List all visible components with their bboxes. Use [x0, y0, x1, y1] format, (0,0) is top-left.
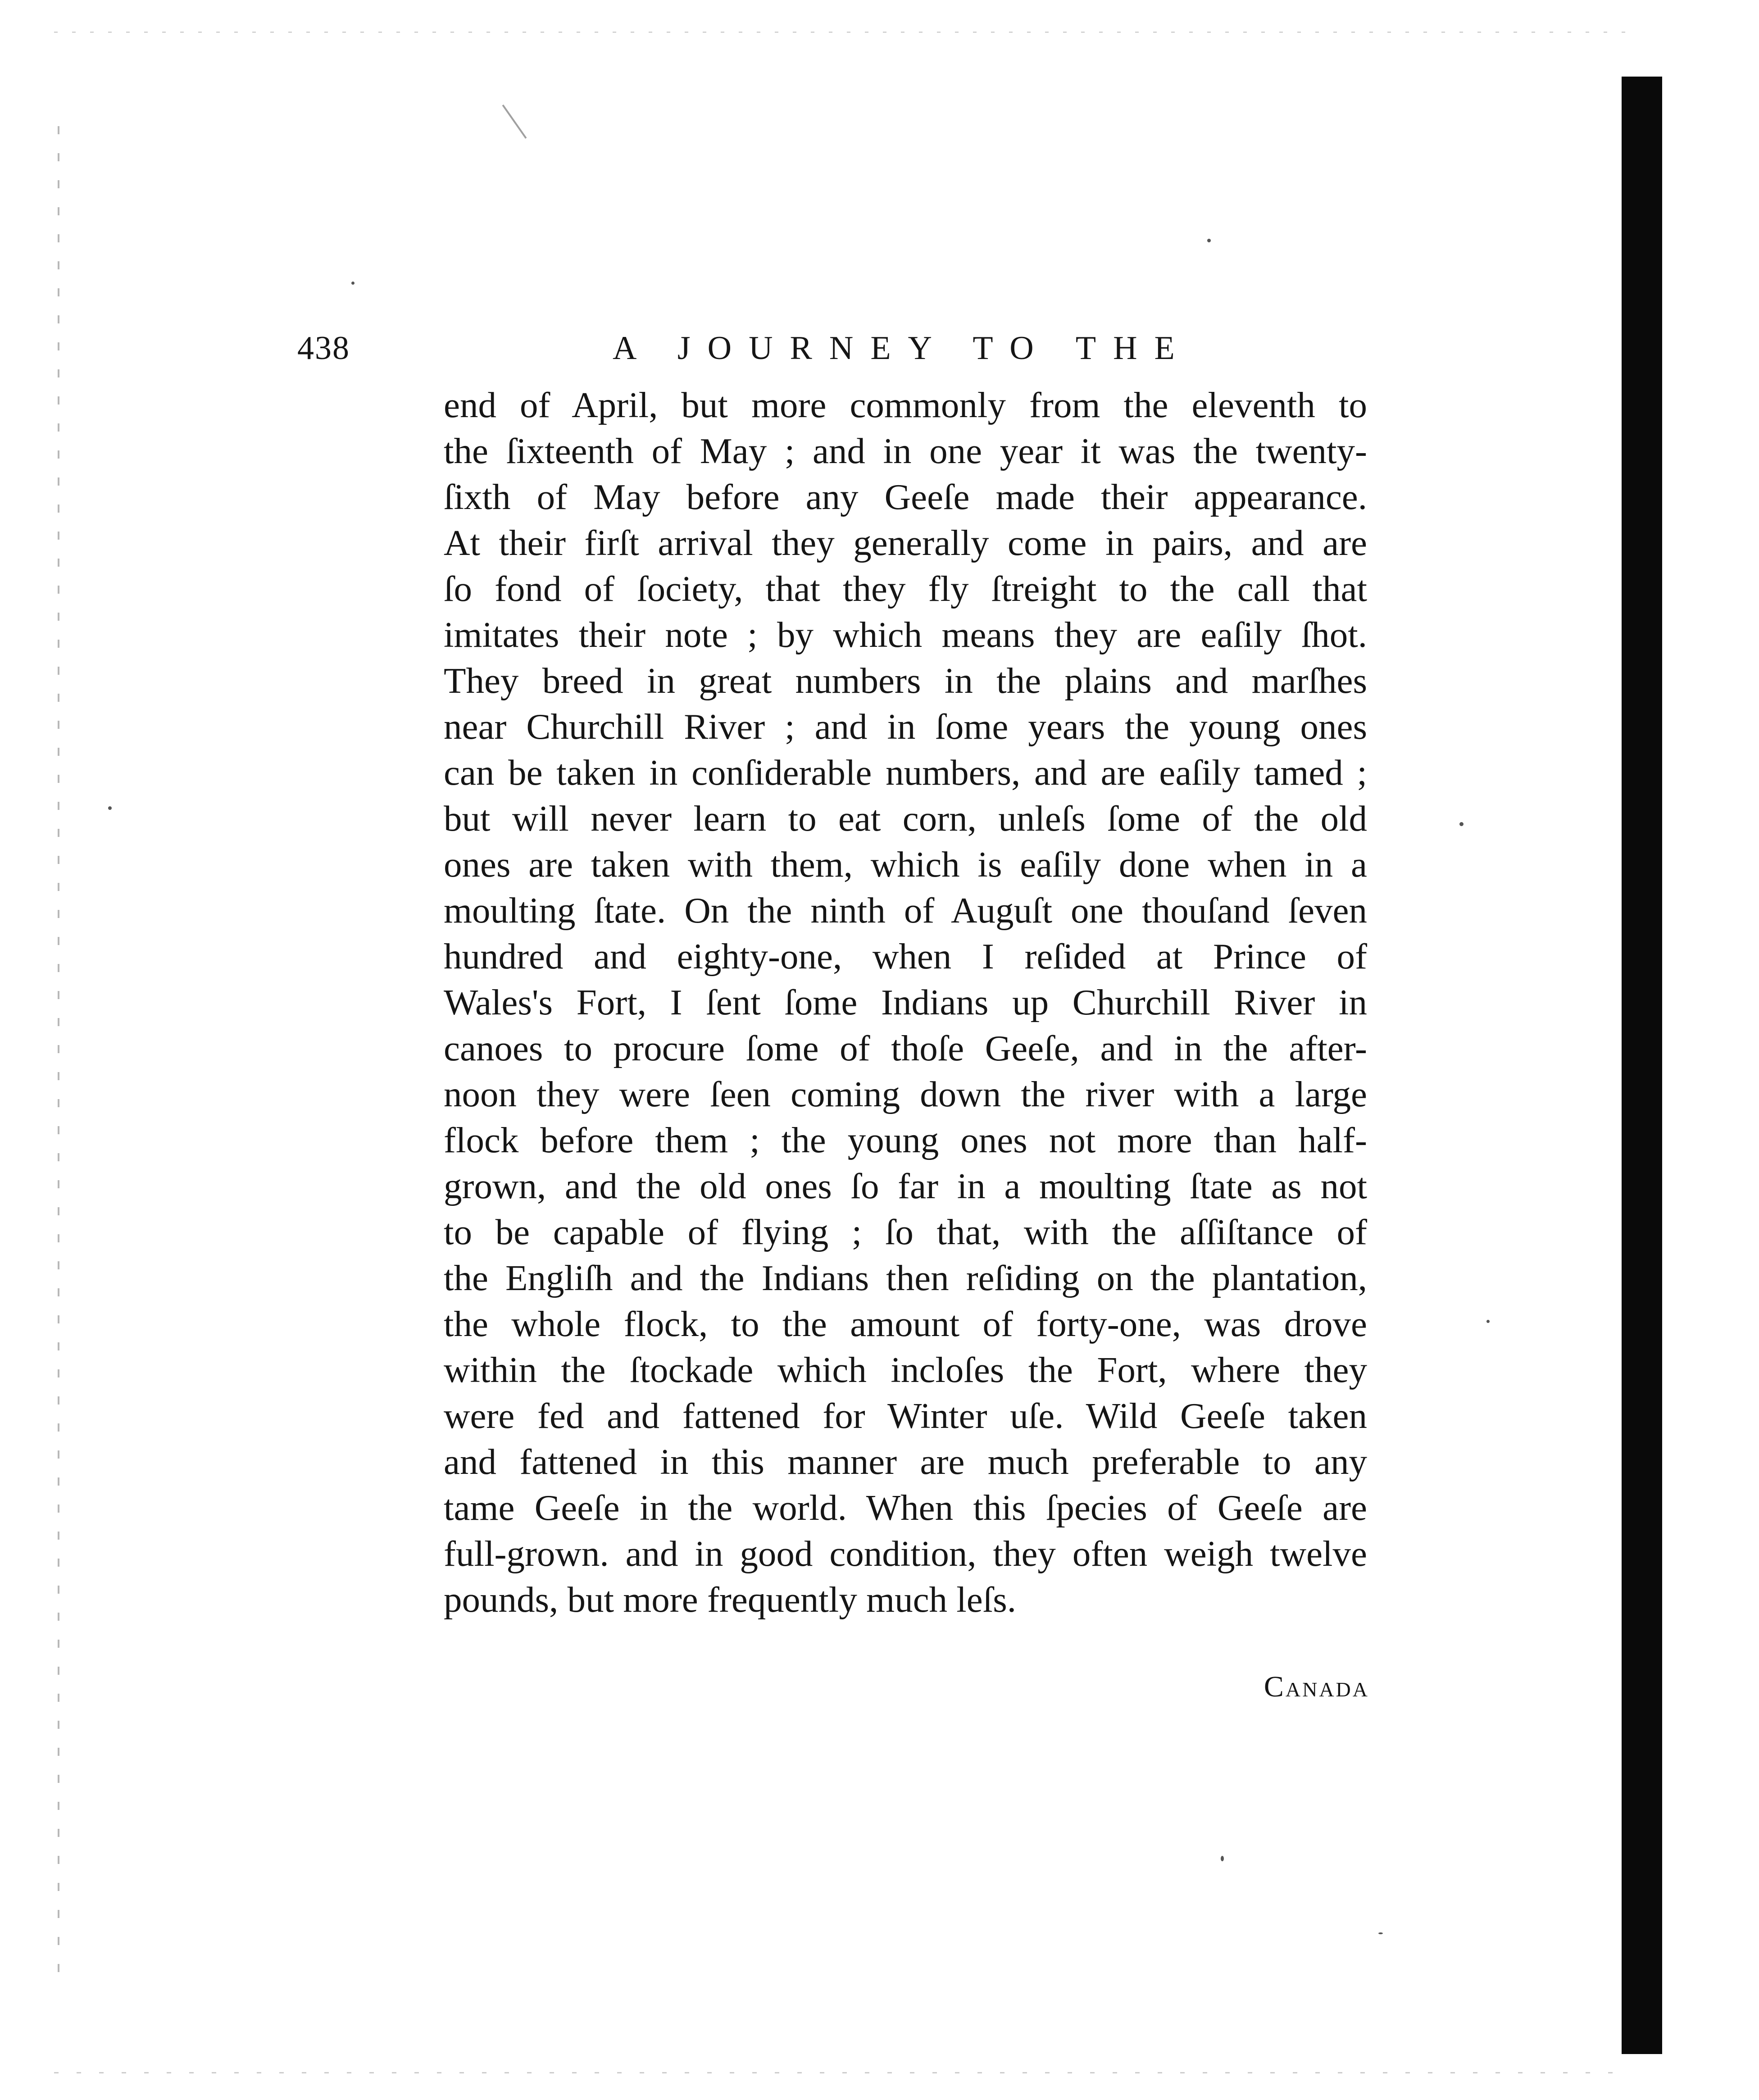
scan-speck — [108, 806, 112, 810]
scan-speck — [1378, 1932, 1383, 1934]
scan-artifact-stroke — [502, 105, 527, 139]
text-line: can be taken in conſiderable numbers, and are eaſily tamed ; — [444, 752, 1367, 793]
scan-speck — [1486, 1320, 1490, 1323]
scan-edge-left — [58, 126, 59, 1973]
text-line: full-grown. and in good condition, they often weigh twelve — [444, 1533, 1367, 1574]
text-line: within the ſtockade which incloſes the Fort, where they — [444, 1350, 1367, 1390]
binding-edge — [1622, 77, 1662, 2054]
text-line: canoes to procure ſome of thoſe Geeſe, and in the after- — [444, 1028, 1367, 1068]
scan-speck — [1459, 822, 1464, 826]
running-head: A JOURNEY TO THE — [613, 330, 1192, 367]
text-line: imitates their note ; by which means they are eaſily ſhot. — [444, 614, 1367, 655]
text-line: the whole flock, to the amount of forty-one, was drove — [444, 1304, 1367, 1344]
text-line: tame Geeſe in the world. When this ſpecies of Geeſe are — [444, 1487, 1367, 1528]
text-line: the ſixteenth of May ; and in one year it was the twenty- — [444, 431, 1367, 471]
body-paragraph — [444, 382, 1367, 1623]
text-line: the Engliſh and the Indians then reſiding on the plantation, — [444, 1258, 1367, 1298]
scan-speck — [1207, 239, 1211, 242]
text-line: ſo fond of ſociety, that they fly ſtreight to the call that — [444, 568, 1367, 609]
text-line: and fattened in this manner are much preferable to any — [444, 1441, 1367, 1482]
text-line: At their firſt arrival they generally come in pairs, and are — [444, 523, 1367, 563]
catchword: Canada — [1264, 1670, 1369, 1703]
text-line: They breed in great numbers in the plains and marſhes — [444, 660, 1367, 701]
text-line: grown, and the old ones ſo far in a moulting ſtate as not — [444, 1166, 1367, 1206]
text-line: noon they were ſeen coming down the river with a large — [444, 1074, 1367, 1114]
text-line: near Churchill River ; and in ſome years the young ones — [444, 706, 1367, 747]
text-line: hundred and eighty-one, when I reſided at Prince of — [444, 936, 1367, 977]
scan-edge-bottom — [54, 2072, 1631, 2073]
text-line: end of April, but more commonly from the eleventh to — [444, 385, 1367, 425]
text-line: ſixth of May before any Geeſe made their appearance. — [444, 477, 1367, 517]
scan-speck — [351, 282, 355, 285]
text-line: ones are taken with them, which is eaſily done when in a — [444, 844, 1367, 885]
scan-speck — [1221, 1856, 1224, 1861]
scan-edge-top — [54, 32, 1631, 33]
text-line: were fed and fattened for Winter uſe. Wild Geeſe taken — [444, 1395, 1367, 1436]
text-line: pounds, but more frequently much leſs. — [444, 1579, 1017, 1620]
page-header — [297, 323, 1378, 373]
text-line: flock before them ; the young ones not more than half- — [444, 1120, 1367, 1160]
text-line: to be capable of flying ; ſo that, with the aſſiſtance of — [444, 1212, 1367, 1252]
text-line: but will never learn to eat corn, unleſs ſome of the old — [444, 798, 1367, 839]
text-line: moulting ſtate. On the ninth of Auguſt one thouſand ſeven — [444, 890, 1367, 931]
page-number: 438 — [297, 330, 350, 367]
text-line: Wales's Fort, I ſent ſome Indians up Churchill River in — [444, 982, 1367, 1023]
